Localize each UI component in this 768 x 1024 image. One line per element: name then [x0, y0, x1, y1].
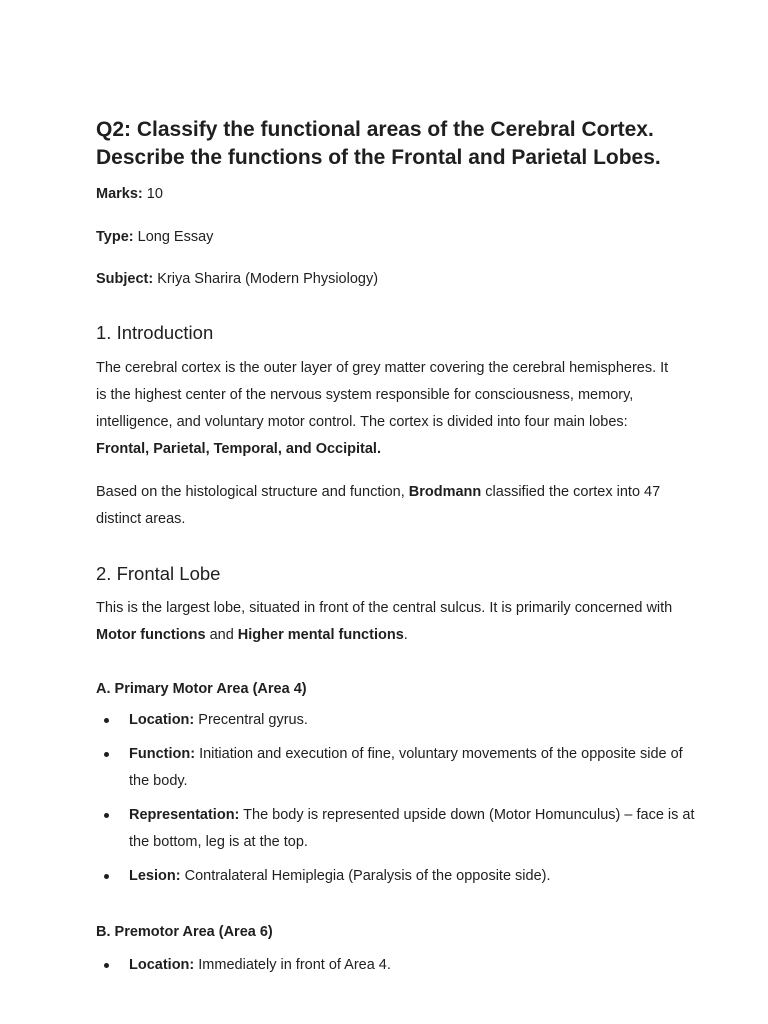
marks-line [96, 184, 163, 204]
subject-value: Kriya Sharira (Modern Physiology) [153, 271, 379, 287]
marks-label: Marks: [96, 186, 143, 202]
intro-p2-pre: Based on the histological structure and function, [96, 484, 409, 500]
bullet-dot-icon [104, 813, 109, 818]
intro-p1-text: The cerebral cortex is the outer layer of grey matter covering the cerebral hemispheres. It is the highest center of the nervous system responsible for consciousness, memory, intelligence, and voluntary motor control. The cortex is divided into four main lobes: [96, 360, 669, 430]
bullet-text: Immediately in front of Area 4. [194, 957, 391, 973]
bullet-text: The body is represented upside down (Motor Homunculus) – face is at the bottom, leg is at the top. [129, 807, 695, 850]
frontal-p-post: . [403, 627, 408, 643]
bullet-dot-icon [104, 752, 109, 757]
frontal-heading: 2. Frontal Lobe [96, 563, 221, 584]
bullet-text: Contralateral Hemiplegia (Paralysis of the opposite side). [180, 868, 551, 884]
bullet-text: Initiation and execution of fine, voluntary movements of the opposite side of the body. [129, 746, 683, 789]
bullet-label: Location: [129, 957, 195, 973]
bullet-dot-icon [104, 718, 109, 723]
question-title: Q2: Classify the functional areas of the Cerebral Cortex. Describe the functions of the Frontal and Parietal Lobes. [96, 118, 661, 169]
area-b-heading: B. Premotor Area (Area 6) [96, 924, 273, 940]
frontal-p-pre: This is the largest lobe, situated in front of the central sulcus. It is primarily concerned with [96, 600, 673, 616]
area-b-bullet-list [96, 952, 696, 986]
bullet-dot-icon [104, 874, 109, 879]
list-item [96, 741, 696, 795]
bullet-label: Function: [129, 746, 196, 762]
bullet-dot-icon [104, 963, 109, 968]
subject-line [96, 269, 378, 289]
intro-paragraph-1 [96, 355, 676, 463]
area-a-heading: A. Primary Motor Area (Area 4) [96, 681, 307, 697]
intro-heading: 1. Introduction [96, 322, 214, 343]
bullet-text: Precentral gyrus. [194, 712, 308, 728]
list-item [96, 802, 696, 856]
list-item [96, 707, 696, 734]
intro-p1-bold: Frontal, Parietal, Temporal, and Occipital. [96, 441, 381, 457]
list-item [96, 952, 696, 979]
type-value: Long Essay [133, 229, 214, 245]
intro-paragraph-2 [96, 479, 676, 533]
bullet-label: Location: [129, 712, 195, 728]
marks-value: 10 [142, 186, 163, 202]
intro-p2-post: classified the cortex into 47 distinct areas. [96, 484, 661, 527]
type-line [96, 227, 213, 247]
bullet-label: Lesion: [129, 868, 181, 884]
bullet-label: Representation: [129, 807, 240, 823]
area-a-bullet-list [96, 707, 696, 897]
intro-p2-bold: Brodmann [408, 484, 482, 500]
list-item [96, 863, 696, 890]
type-label: Type: [96, 229, 134, 245]
frontal-p-bold-1: Motor functions [96, 627, 206, 643]
subject-label: Subject: [96, 271, 154, 287]
frontal-paragraph [96, 595, 676, 649]
frontal-p-mid: and [205, 627, 238, 643]
frontal-p-bold-2: Higher mental functions [237, 627, 404, 643]
